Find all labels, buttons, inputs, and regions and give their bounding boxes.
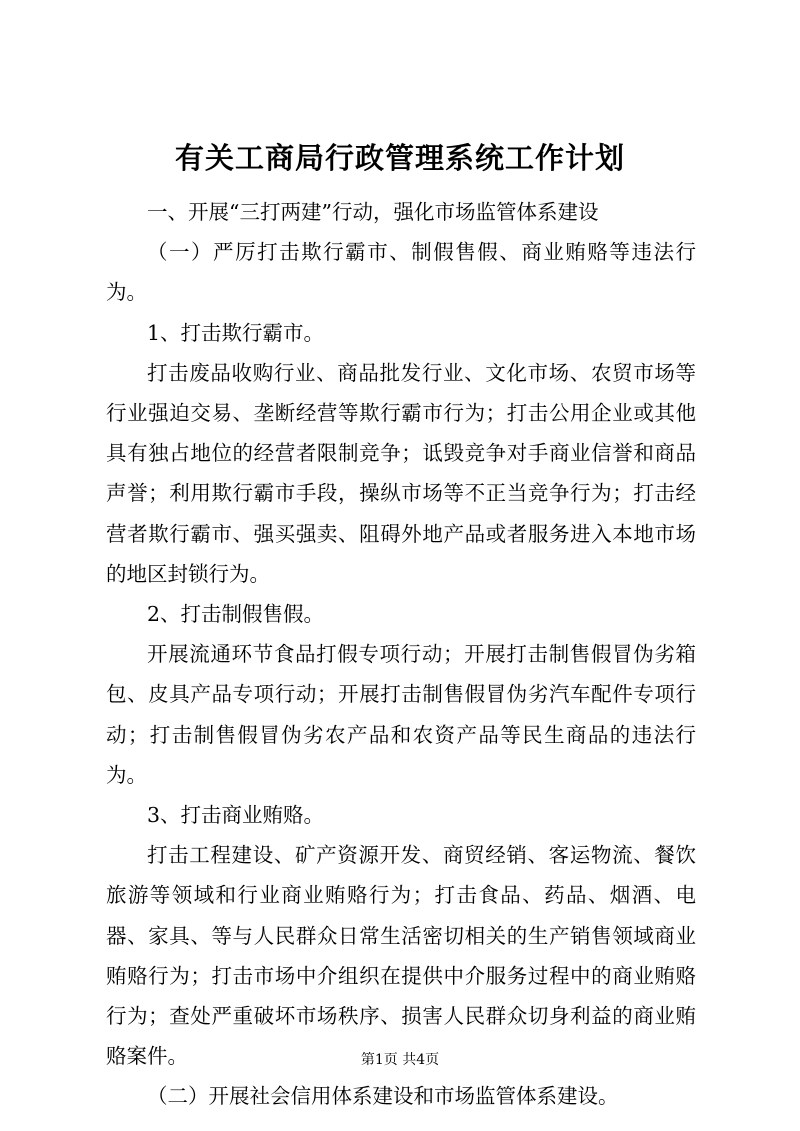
- subsection-heading: （二）开展社会信用体系建设和市场监管体系建设。: [147, 1084, 619, 1109]
- section-heading: 一、开展“三打两建”行动，强化市场监管体系建设: [147, 200, 599, 224]
- body-paragraph: 打击废品收购行业、商品批发行业、文化市场、农贸市场等行业强迫交易、垄断经营等欺行霸市行为；打击公用企业或其他具有独占地位的经营者限制竞争；诋毁竞争对手商业信誉和商品声誉；利用欺行霸市手段，操纵市场等不正当竞争行为；打击经营者欺行霸市、强买强卖、阻碍外地产品或者服务进入本地市场的地区封锁行为。: [106, 360, 696, 586]
- item-heading: 1、打击欺行霸市。: [147, 320, 325, 345]
- document-body: [106, 192, 696, 1117]
- body-paragraph: 打击工程建设、矿产资源开发、商贸经销、客运物流、餐饮旅游等领域和行业商业贿赂行为；打击食品、药品、烟酒、电器、家具、等与人民群众日常生活密切相关的生产销售领域商业贿赂行为；打击市场中介组织在提供中介服务过程中的商业贿赂行为；查处严重破坏市场秩序、损害人民群众切身利益的商业贿赂案件。: [106, 843, 696, 1069]
- body-paragraph: 开展流通环节食品打假专项行动；开展打击制售假冒伪劣箱包、皮具产品专项行动；开展打击制售假冒伪劣汽车配件专项行动；打击制售假冒伪劣农产品和农资产品等民生商品的违法行为。: [106, 642, 696, 787]
- page-footer: 第1页 共4页: [360, 1052, 440, 1068]
- document-title: 有关工商局行政管理系统工作计划: [174, 141, 625, 175]
- item-heading: 3、打击商业贿赂。: [147, 803, 325, 828]
- subsection-heading: （一）严厉打击欺行霸市、制假售假、商业贿赂等违法行为。: [106, 240, 696, 305]
- item-heading: 2、打击制假售假。: [147, 602, 325, 627]
